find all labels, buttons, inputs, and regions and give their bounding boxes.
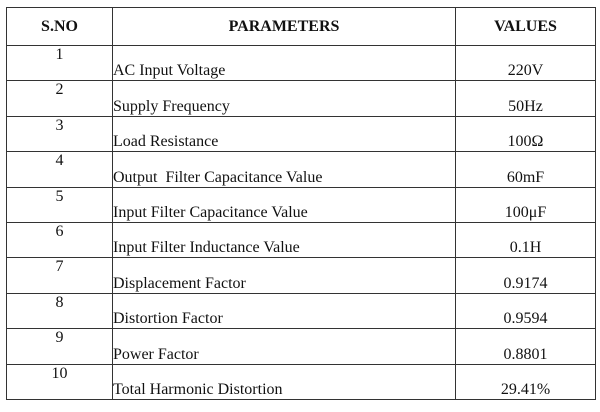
row-parameter-text: Output Filter Capacitance Value — [113, 168, 323, 186]
header-sno: S.NO — [7, 8, 113, 46]
row-value-cell: 0.8801 — [456, 329, 596, 364]
header-values: VALUES — [456, 8, 596, 46]
table-row — [7, 293, 596, 328]
row-parameter-cell — [113, 329, 456, 364]
parameters-table — [6, 7, 596, 400]
row-parameter-text: Load Resistance — [113, 133, 219, 151]
row-sno-cell: 2 — [7, 81, 113, 116]
row-parameter-text: Input Filter Capacitance Value — [113, 203, 308, 221]
table-row — [7, 364, 596, 399]
table-row — [7, 46, 596, 81]
row-value-cell: 0.1H — [456, 222, 596, 257]
row-parameter-cell — [113, 187, 456, 222]
row-value-cell: 100μF — [456, 187, 596, 222]
row-sno-cell: 3 — [7, 116, 113, 151]
row-parameter-text: AC Input Voltage — [113, 62, 226, 80]
row-sno-cell: 5 — [7, 187, 113, 222]
row-sno-cell: 9 — [7, 329, 113, 364]
row-value-cell: 100Ω — [456, 116, 596, 151]
row-parameter-text: Supply Frequency — [113, 97, 230, 115]
row-sno-cell: 10 — [7, 364, 113, 399]
row-parameter-text: Distortion Factor — [113, 310, 223, 328]
table-body — [7, 46, 596, 400]
row-parameter-cell — [113, 46, 456, 81]
row-value-cell: 29.41% — [456, 364, 596, 399]
table-row — [7, 222, 596, 257]
row-parameter-text: Displacement Factor — [113, 274, 246, 292]
table-row — [7, 81, 596, 116]
table-row — [7, 329, 596, 364]
row-parameter-cell — [113, 222, 456, 257]
row-sno-cell: 7 — [7, 258, 113, 293]
table-row — [7, 116, 596, 151]
row-parameter-cell — [113, 116, 456, 151]
row-parameter-text: Input Filter Inductance Value — [113, 239, 300, 257]
row-sno-cell: 4 — [7, 152, 113, 187]
row-parameter-cell — [113, 258, 456, 293]
row-value-cell: 220V — [456, 46, 596, 81]
row-parameter-cell — [113, 293, 456, 328]
row-parameter-cell — [113, 81, 456, 116]
row-parameter-cell — [113, 364, 456, 399]
row-sno-cell: 6 — [7, 222, 113, 257]
row-value-cell: 60mF — [456, 152, 596, 187]
row-parameter-text: Total Harmonic Distortion — [113, 380, 283, 398]
row-parameter-text: Power Factor — [113, 345, 199, 363]
table-row — [7, 187, 596, 222]
header-parameters: PARAMETERS — [113, 8, 456, 46]
row-value-cell: 0.9174 — [456, 258, 596, 293]
row-sno-cell: 1 — [7, 46, 113, 81]
table-row — [7, 258, 596, 293]
row-sno-cell: 8 — [7, 293, 113, 328]
table-row — [7, 152, 596, 187]
row-value-cell: 50Hz — [456, 81, 596, 116]
row-value-cell: 0.9594 — [456, 293, 596, 328]
row-parameter-cell — [113, 152, 456, 187]
table-header-row — [7, 8, 596, 46]
